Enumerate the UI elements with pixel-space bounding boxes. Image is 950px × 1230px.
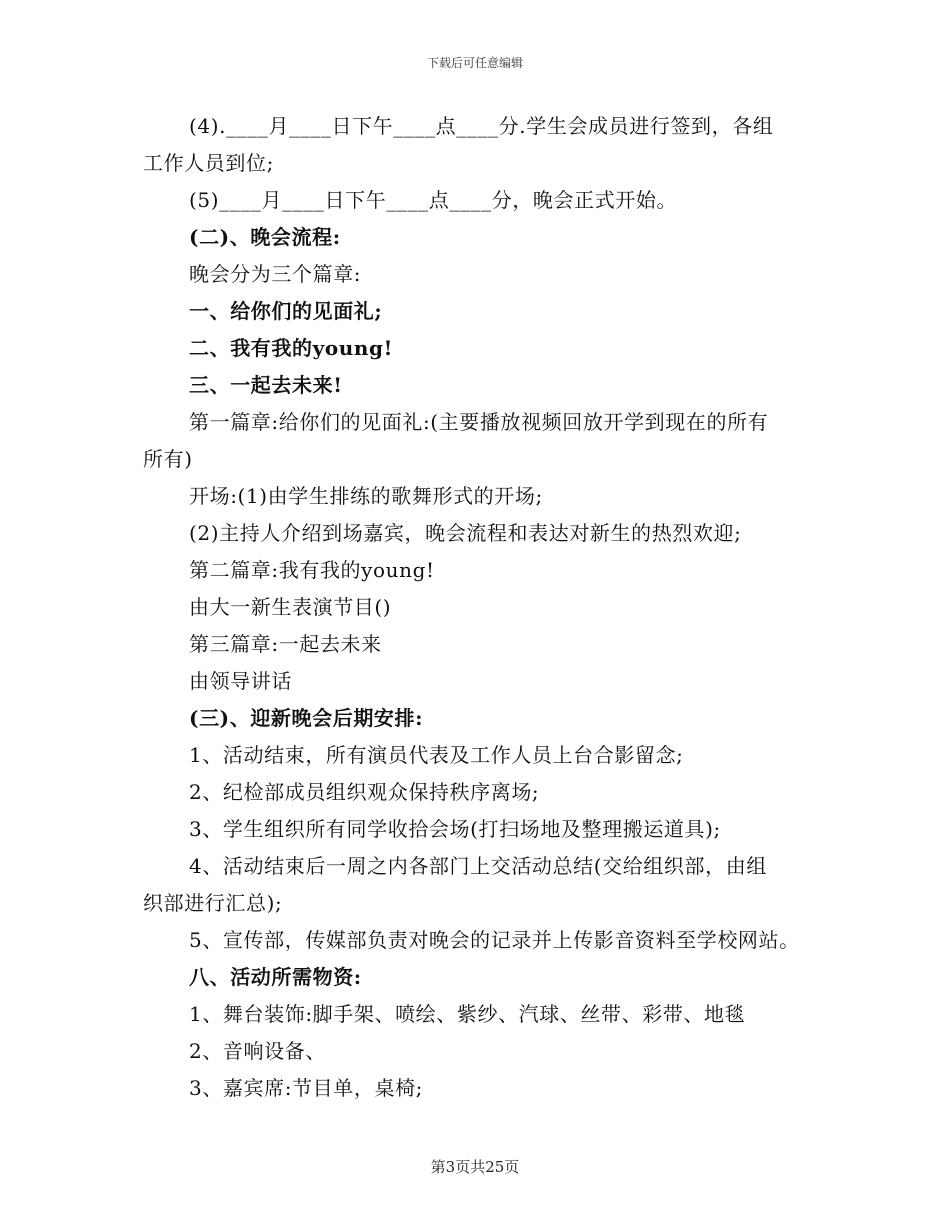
chapter-heading: 三、一起去未来! xyxy=(189,373,343,397)
list-item: 1、舞台装饰:脚手架、喷绘、紫纱、汽球、丝带、彩带、地毯 xyxy=(189,1002,746,1026)
list-item: 1、活动结束，所有演员代表及工作人员上台合影留念; xyxy=(189,743,684,767)
text-line: 所有) xyxy=(143,447,193,471)
chapter-heading: 一、给你们的见面礼; xyxy=(189,299,383,323)
list-item: 3、嘉宾席:节目单，桌椅; xyxy=(189,1076,424,1100)
text-line: 工作人员到位; xyxy=(143,151,274,175)
document-body xyxy=(143,108,815,1107)
text-line: 由大一新生表演节目() xyxy=(189,595,392,619)
text-line: 晚会分为三个篇章: xyxy=(189,262,362,286)
list-item: 织部进行汇总); xyxy=(143,891,283,915)
list-item: 2、纪检部成员组织观众保持秩序离场; xyxy=(189,780,540,804)
section-heading: 八、活动所需物资: xyxy=(189,965,362,989)
text-line: (5)____月____日下午____点____分，晚会正式开始。 xyxy=(189,188,678,212)
text-line: 第三篇章:一起去未来 xyxy=(189,632,382,656)
chapter-heading: 二、我有我的young! xyxy=(189,336,394,360)
text-line: 开场:(1)由学生排练的歌舞形式的开场; xyxy=(189,484,543,508)
text-line: (4).____月____日下午____点____分.学生会成员进行签到，各组 xyxy=(189,114,774,138)
section-heading: (二)、晚会流程: xyxy=(189,225,341,249)
section-heading: (三)、迎新晚会后期安排: xyxy=(189,706,424,730)
list-item: 4、活动结束后一周之内各部门上交活动总结(交给组织部，由组 xyxy=(189,854,767,878)
text-line: (2)主持人介绍到场嘉宾，晚会流程和表达对新生的热烈欢迎; xyxy=(189,521,742,545)
text-line: 由领导讲话 xyxy=(189,669,292,693)
list-item: 2、音响设备、 xyxy=(189,1039,326,1063)
page-footer: 第3页共25页 xyxy=(430,1158,520,1176)
page-header: 下载后可任意编辑 xyxy=(426,56,523,70)
list-item: 5、宣传部，传媒部负责对晚会的记录并上传影音资料至学校网站。 xyxy=(189,928,800,952)
list-item: 3、学生组织所有同学收拾会场(打扫场地及整理搬运道具); xyxy=(189,817,721,841)
text-line: 第一篇章:给你们的见面礼:(主要播放视频回放开学到现在的所有 xyxy=(189,410,769,434)
text-line: 第二篇章:我有我的young! xyxy=(189,558,435,582)
